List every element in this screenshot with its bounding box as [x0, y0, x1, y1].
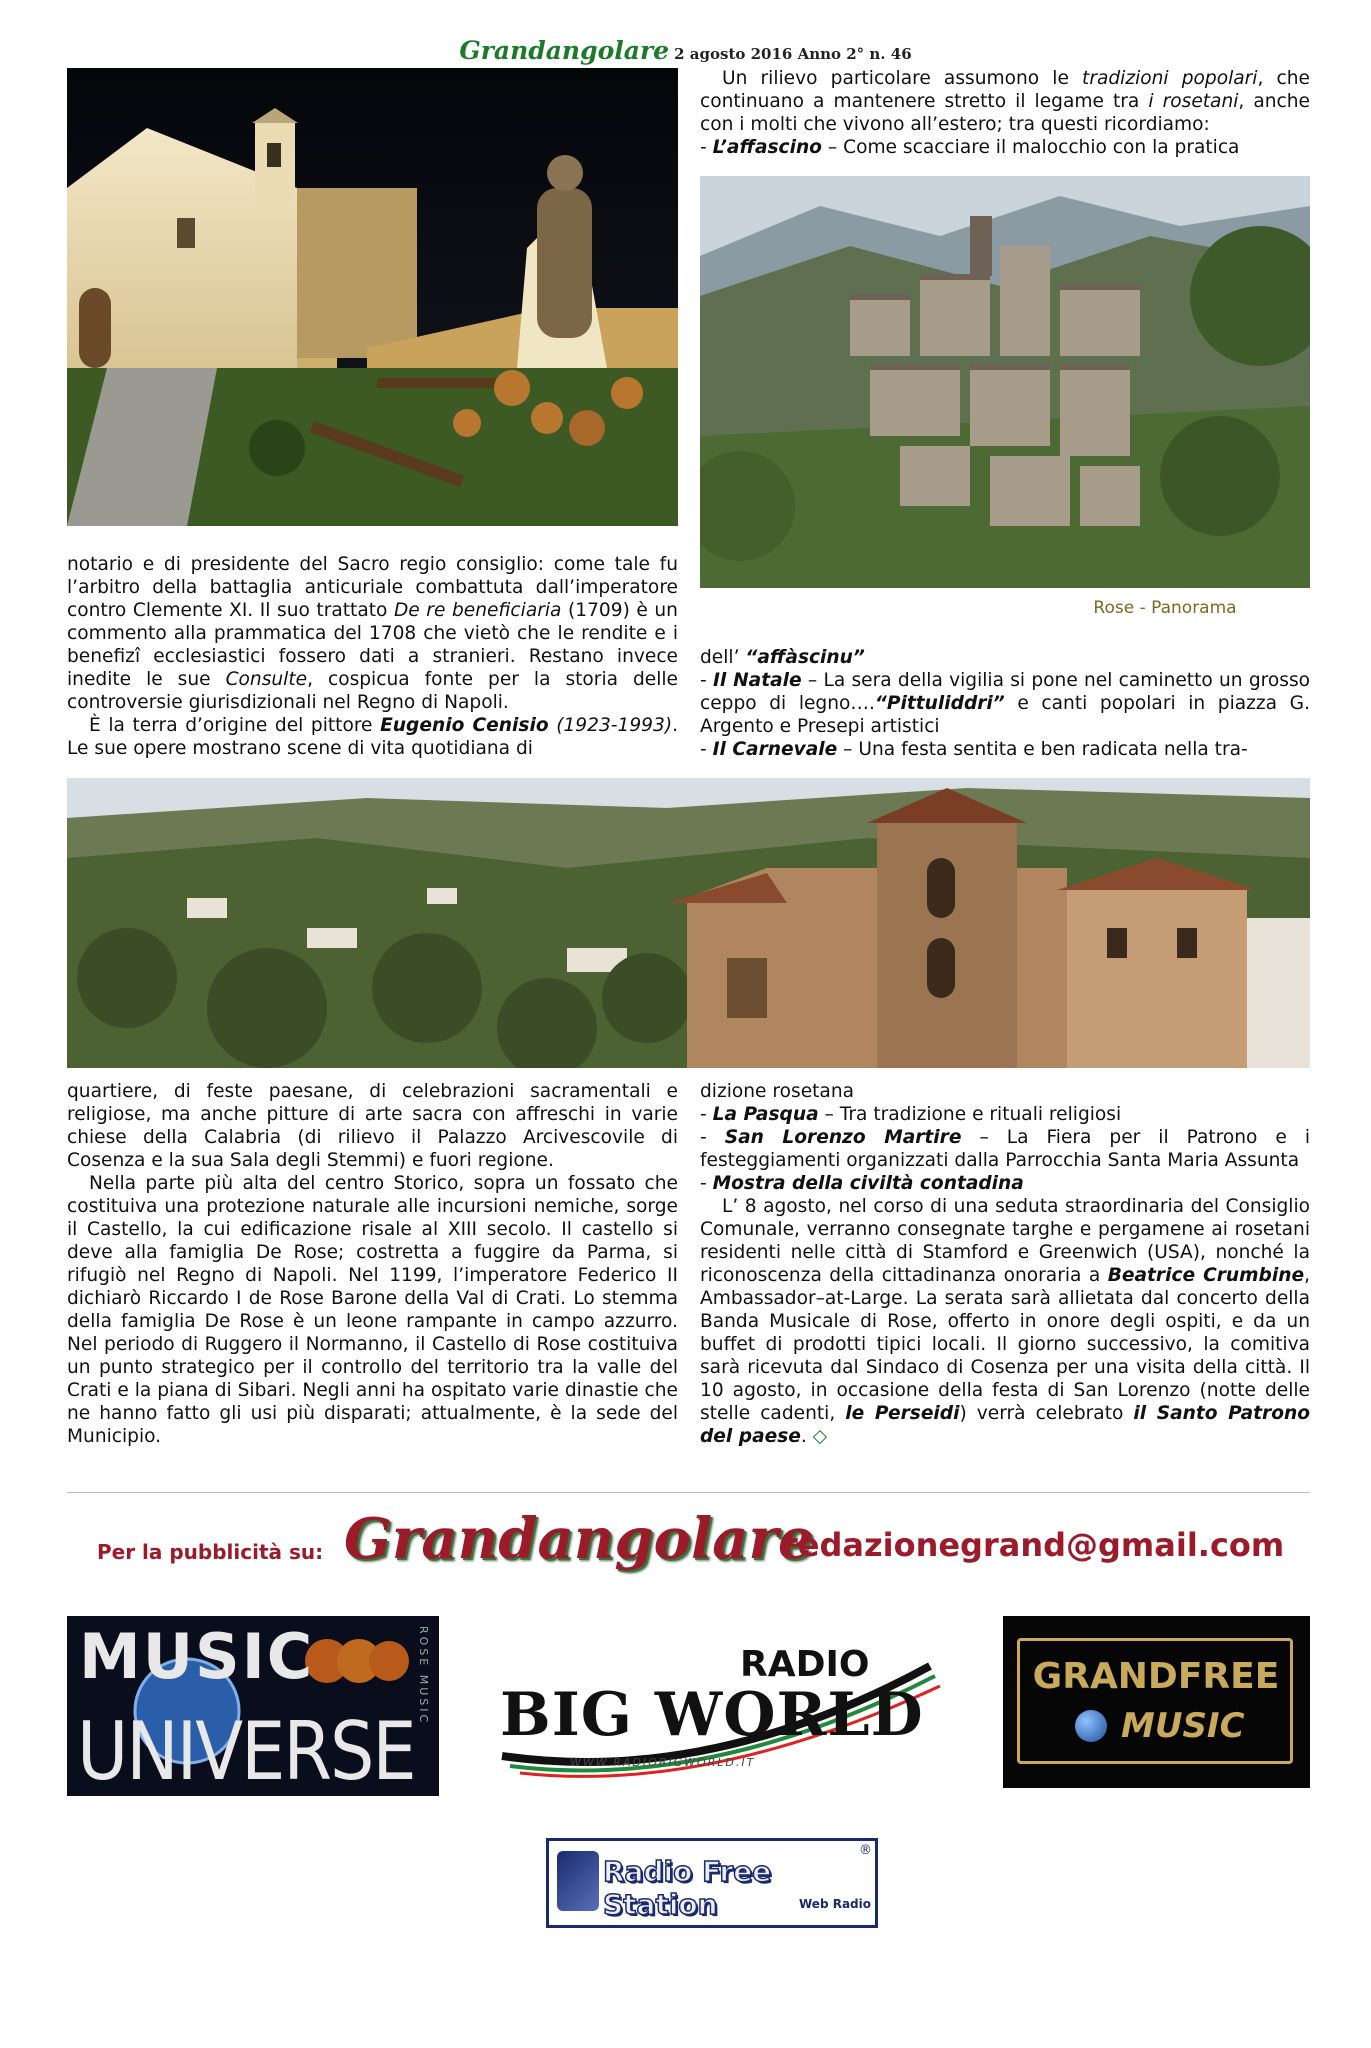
column-top-right	[700, 67, 1310, 159]
publication-name: Grandangolare	[459, 36, 670, 65]
text-run: , Ambassador–at-Large. La serata sarà allietata dal concerto della Banda Musicale di Rose, offerto in onore degli ospiti, e da un buffet di prodotti tipici locali. Il giorno successivo, la comitiva sarà ricevuta dal Sindaco di Cosenza per una visita della città. Il 10 agosto, in occasione della festa di San Lorenzo (notte delle stelle cadenti,	[700, 1265, 1310, 1424]
photo-rose-panorama	[700, 176, 1310, 588]
text-run: notario e di presidente del Sacro regio consiglio: come tale fu l’arbitro della battaglia anticuriale combattuta dall’imperatore contro Clemente XI. Il suo trattato	[67, 554, 678, 621]
text-run: dizione rosetana	[700, 1081, 855, 1102]
paragraph	[700, 646, 1310, 669]
text-run: Beatrice Crumbine	[1107, 1265, 1305, 1286]
text-run: “Pittuliddri”	[874, 693, 1005, 714]
text-run: dell’	[700, 647, 746, 668]
text-run: San Lorenzo Martire	[724, 1127, 962, 1148]
text-run: La Pasqua	[712, 1104, 819, 1125]
grandangolare-logo: Grandangolare	[344, 1506, 814, 1572]
ad-banner	[67, 1506, 1310, 1580]
ad-lead-text: Per la pubblicità su:	[97, 1540, 324, 1564]
text-run: De re beneficiaria	[393, 600, 562, 621]
text-run: e canti popolari in piazza G. Argento e Presepi artistici	[700, 693, 1310, 737]
list-item	[700, 738, 1310, 761]
text-run: È la terra d’origine del pittore	[89, 715, 381, 736]
photo-church-night	[67, 68, 678, 526]
text-run: Nella parte più alta del centro Storico, sopra un fossato che costituiva una protezione naturale alle incursioni nemiche, sorge il Castello, la cui edificazione risale al XIII secolo. Il castello si deve alla famiglia De Rose; costretta a fuggire da Parma, si rifugiò nel Regno di Napoli. Nel 1199, l’imperatore Federico II dichiarò Riccardo I de Rose Barone della Val di Crati. Lo stemma della famiglia De Rose è un leone rampante in campo azzurro. Nel periodo di Ruggero il Normanno, il Castello di Rose costituiva un punto strategico per il controllo del territorio tra la valle del Crati e la piana di Sibari. Negli anni ha ospitato varie dinastie che ne hanno fatto gli usi più disparati; attualmente, è la sede del Municipio.	[67, 1173, 678, 1447]
grandfree-line2: MUSIC	[1121, 1706, 1245, 1746]
text-run: -	[700, 670, 713, 691]
text-run: Consulte	[225, 669, 308, 690]
text-run: – La Fiera per il Patrono e i festeggiamenti organizzati dalla Parrocchia Santa Maria Assunta	[700, 1127, 1311, 1171]
text-run: L’affascino	[712, 137, 822, 158]
text-run: – Tra tradizione e rituali religiosi	[818, 1104, 1122, 1125]
music-universe-line1: MUSIC	[79, 1620, 315, 1693]
list-item	[700, 1126, 1310, 1172]
text-run: -	[700, 1173, 713, 1194]
radio-free-station-logo[interactable]	[546, 1838, 878, 1928]
divider	[67, 1492, 1310, 1493]
radio-big-world-top: RADIO	[740, 1644, 870, 1685]
text-run: , che continuano a mantenere stretto il legame tra	[700, 68, 1310, 112]
column-bottom-right	[700, 1080, 1310, 1448]
list-item	[700, 1103, 1310, 1126]
radio-free-station-sub: Web Radio	[799, 1897, 871, 1911]
text-run: Mostra della civiltà contadina	[712, 1173, 1024, 1194]
text-run: .	[800, 1426, 813, 1447]
list-item	[700, 669, 1310, 738]
music-universe-logo[interactable]	[67, 1616, 439, 1796]
text-run: , anche con i molti che vivono all’estero; tra questi ricordiamo:	[700, 91, 1310, 135]
text-run: quartiere, di feste paesane, di celebrazioni sacramentali e religiose, ma anche pitture di arte sacra con affreschi in varie chiese della Calabria (di rilievo il Palazzo Arcivescovile di Cosenza e la sua Sala degli Stemmi) e fuori regione.	[67, 1081, 678, 1171]
text-run: tradizioni popolari	[1082, 68, 1258, 89]
list-item	[700, 1172, 1310, 1195]
text-run: -	[700, 1104, 713, 1125]
text-run: ) verrà celebrato	[959, 1403, 1134, 1424]
issue-info: 2 agosto 2016 Anno 2° n. 46	[674, 45, 912, 63]
text-run: Un rilievo particolare assumono le	[722, 68, 1083, 89]
text-run: – La sera della vigilia si pone nel caminetto un grosso ceppo di legno….	[700, 670, 1311, 714]
paragraph	[67, 553, 678, 714]
text-run: – Una festa sentita e ben radicata nella tra-	[837, 739, 1248, 760]
text-run: (1923-1993)	[556, 715, 673, 736]
radio-big-world-main: BIG WORLD	[500, 1680, 924, 1750]
list-item	[700, 136, 1310, 159]
paragraph	[700, 1080, 1310, 1103]
page-header	[0, 36, 1371, 65]
radio-big-world-url: WWW.RADIOBIGWORLD.IT	[570, 1756, 756, 1769]
paragraph	[67, 1080, 678, 1172]
text-run: i rosetani	[1148, 91, 1239, 112]
paragraph	[700, 1195, 1310, 1448]
registered-mark: ®	[859, 1843, 872, 1858]
ad-email-link[interactable]: redazionegrand@gmail.com	[782, 1526, 1285, 1564]
grandfree-line1: GRANDFREE	[1032, 1656, 1280, 1697]
text-run: Il Natale	[712, 670, 802, 691]
text-run: -	[700, 1127, 725, 1148]
radio-big-world-logo[interactable]	[490, 1636, 950, 1788]
end-mark-icon: ◇	[812, 1426, 828, 1447]
radio-free-station-icon	[557, 1851, 599, 1911]
text-run: – Come scacciare il malocchio con la pratica	[821, 137, 1240, 158]
paragraph	[700, 67, 1310, 136]
text-run: -	[700, 739, 713, 760]
text-run: il Santo Patrono del paese	[700, 1403, 1310, 1447]
paragraph	[67, 714, 678, 760]
text-run: L’ 8 agosto, nel corso di una seduta straordinaria del Consiglio Comunale, verranno consegnate targhe e pergamene ai rosetani residenti nelle città di Stamford e Greenwich (USA), nonché la riconoscenza della cittadinanza onoraria a	[700, 1196, 1310, 1286]
text-run: . Le sue opere mostrano scene di vita quotidiana di	[67, 715, 678, 759]
text-run: , cospicua fonte per la storia delle controversie giurisdizionali nel Regno di Napoli.	[67, 669, 678, 713]
text-run: Eugenio Cenisio	[380, 715, 549, 736]
column-mid-right	[700, 646, 1310, 761]
music-universe-side: ROSE MUSIC	[417, 1626, 430, 1726]
column-bottom-left	[67, 1080, 678, 1448]
text-run: -	[700, 137, 713, 158]
music-universe-line2: UNIVERSE	[77, 1704, 415, 1796]
photo-caption: Rose - Panorama	[1093, 598, 1237, 618]
paragraph	[67, 1172, 678, 1448]
text-run: (1709) è un commento alla prammatica del 1708 che vietò che le rendite e i benefizî ecclesiastici fossero dati a stranieri. Restano invece inedite le sue	[67, 600, 678, 690]
radio-free-station-main: Radio Free Station	[603, 1855, 772, 1921]
text-run: “affàscinu”	[745, 647, 865, 668]
photo-church-landscape	[67, 778, 1310, 1068]
column-mid-left	[67, 553, 678, 760]
text-run: le Perseidi	[845, 1403, 960, 1424]
text-run: Il Carnevale	[712, 739, 838, 760]
grandfree-music-logo[interactable]	[1003, 1616, 1310, 1788]
grandfree-globe-icon	[1075, 1710, 1107, 1742]
